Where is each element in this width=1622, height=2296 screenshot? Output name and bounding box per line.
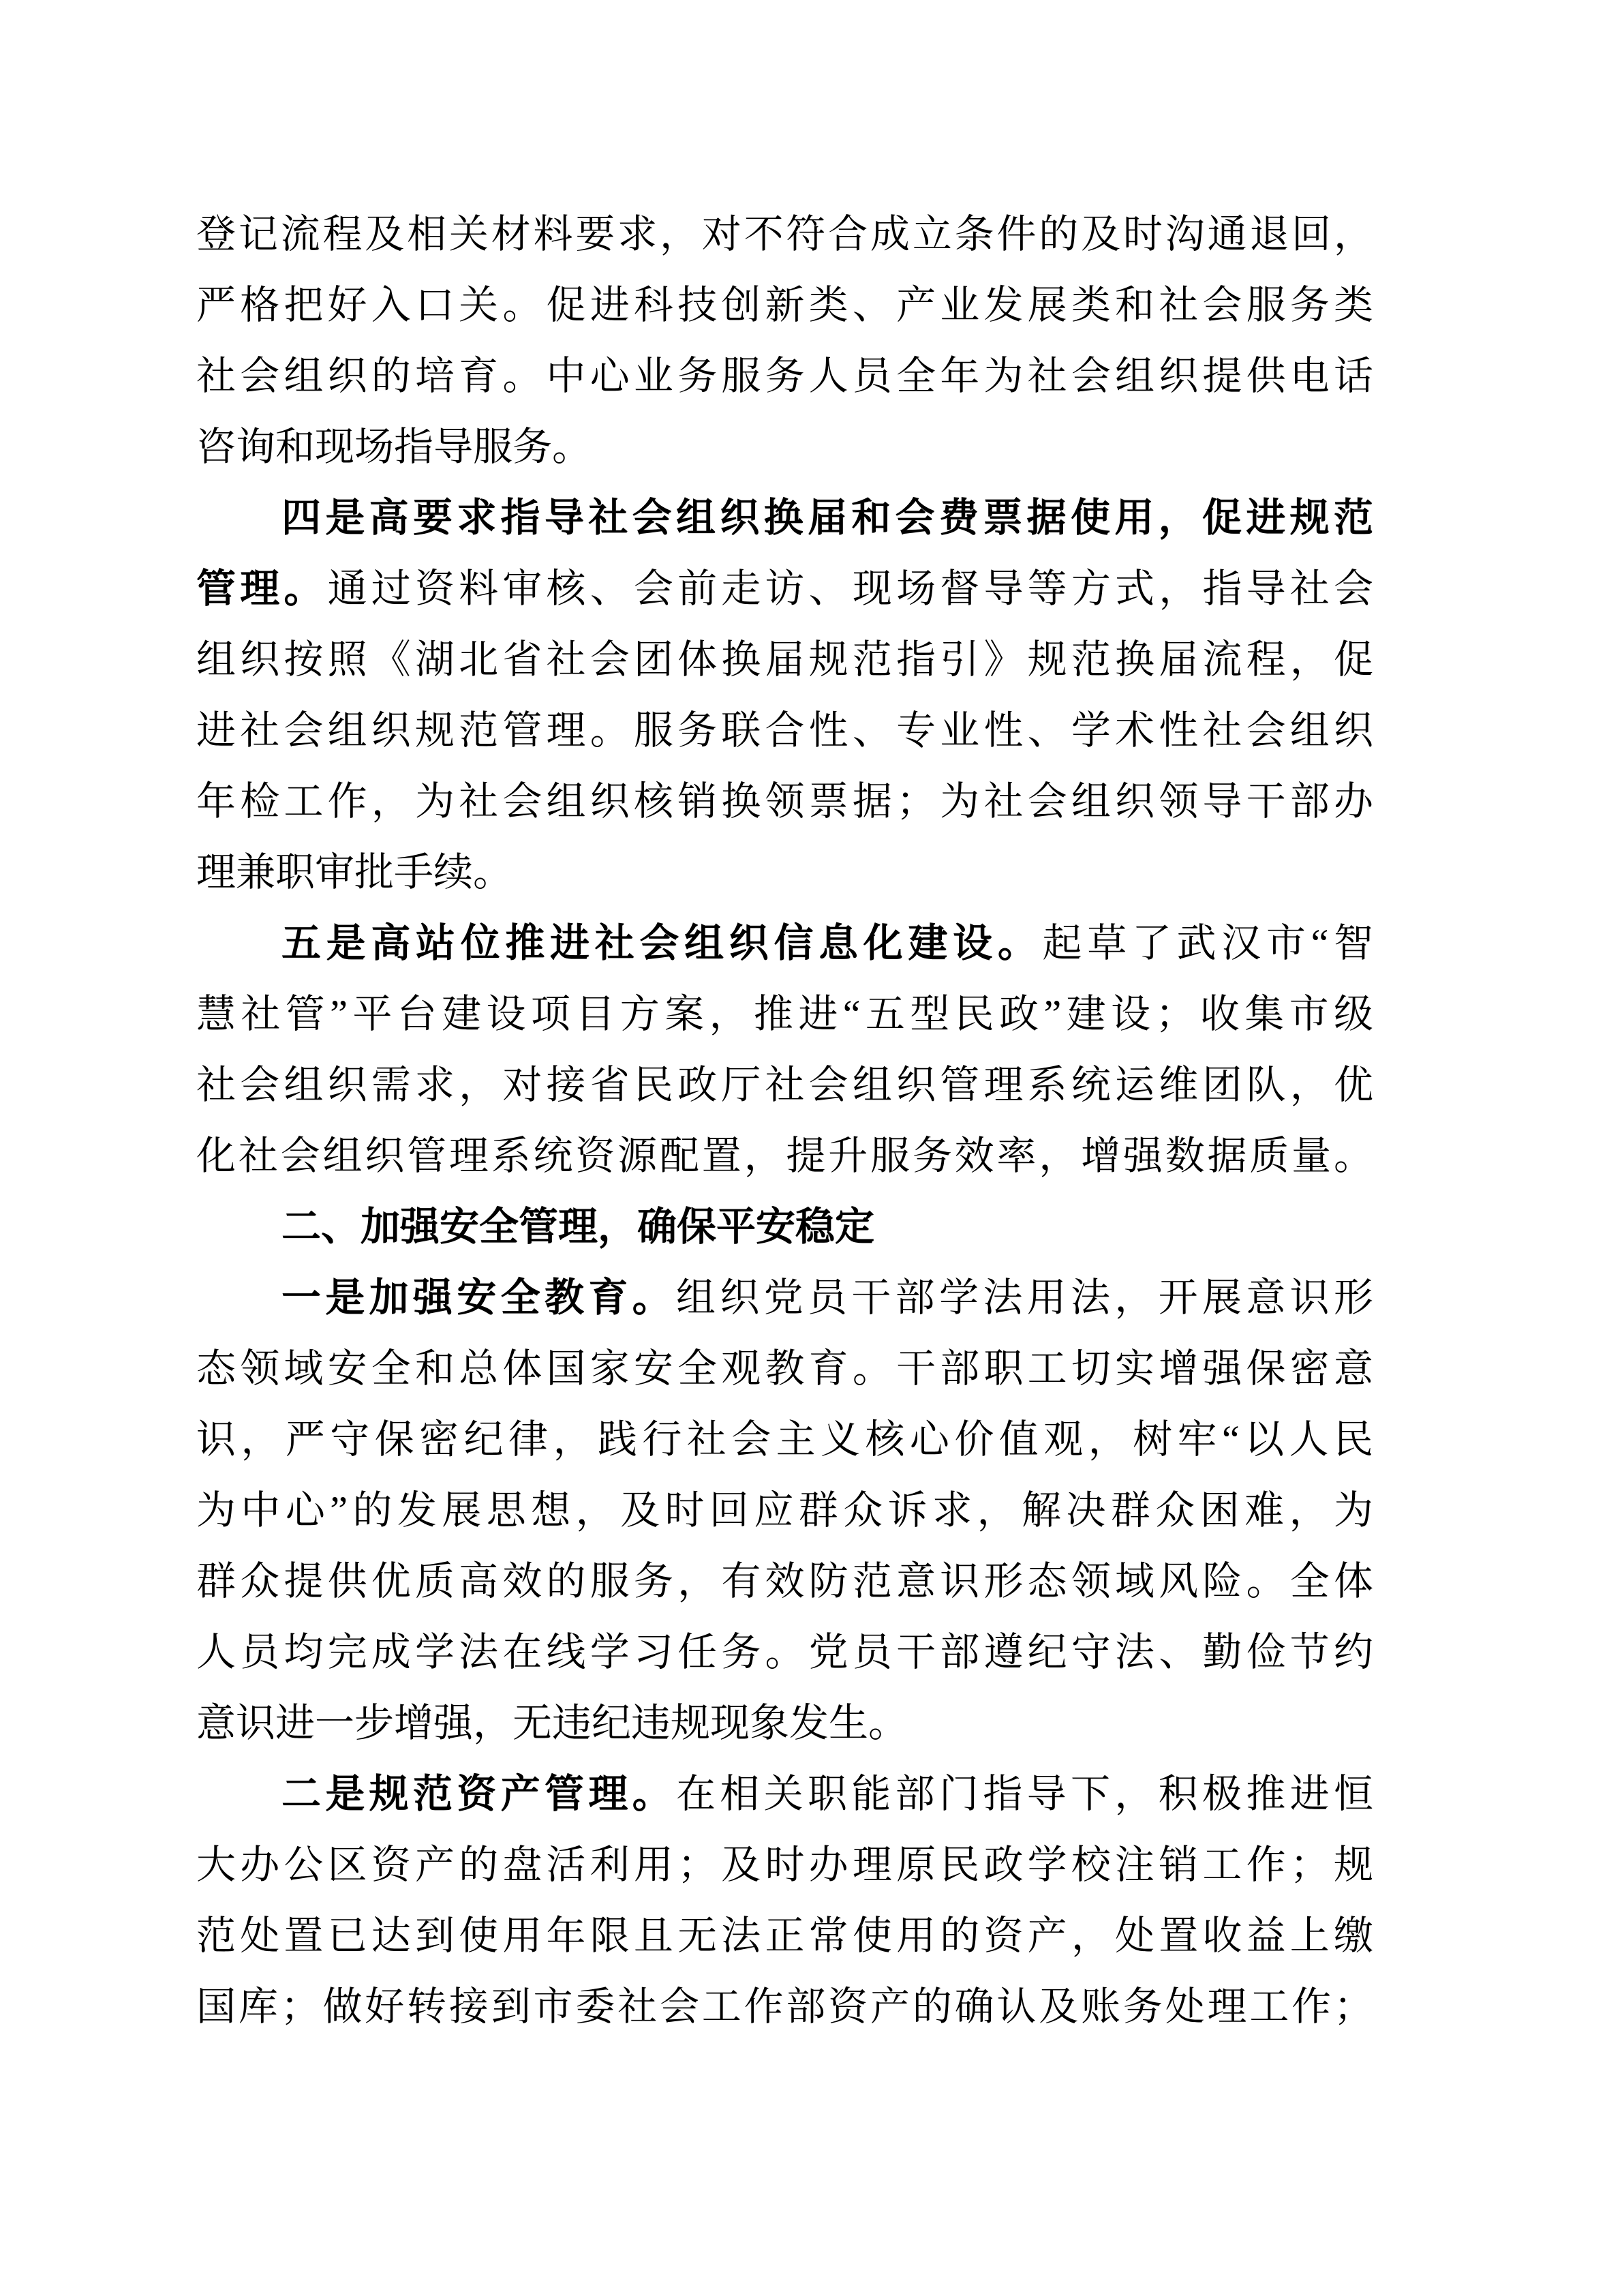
text-run: 进社会组织规范管理。服务联合性、专业性、学术性社会组织	[196, 708, 1373, 753]
text-line	[196, 1192, 1373, 1263]
text-line	[196, 1050, 1373, 1121]
bold-text-run: 四是高要求指导社会组织换届和会费票据使用，促进规范	[281, 496, 1373, 540]
text-run: 国库；做好转接到市委社会工作部资产的确认及账务处理工作；	[196, 1984, 1373, 2029]
text-line	[196, 837, 1373, 908]
text-run: 社会组织需求，对接省民政厅社会组织管理系统运维团队，优	[196, 1063, 1373, 1107]
text-run: 识，严守保密纪律，践行社会主义核心价值观，树牢“以人民	[196, 1417, 1373, 1462]
text-run: 态领域安全和总体国家安全观教育。干部职工切实增强保密意	[196, 1346, 1373, 1391]
text-run: 严格把好入口关。促进科技创新类、产业发展类和社会服务类	[196, 283, 1373, 327]
text-line	[196, 1688, 1373, 1759]
text-run: 咨询和现场指导服务。	[196, 425, 592, 469]
text-line	[196, 695, 1373, 766]
text-run: 慧社管”平台建设项目方案，推进“五型民政”建设；收集市级	[196, 992, 1373, 1036]
text-run: 登记流程及相关材料要求，对不符合成立条件的及时沟通退回，	[196, 212, 1373, 256]
text-line	[196, 1759, 1373, 1830]
text-run: 年检工作，为社会组织核销换领票据；为社会组织领导干部办	[196, 779, 1373, 824]
bold-text-run: 二是规范资产管理。	[281, 1772, 676, 1816]
text-run: 组织党员干部学法用法，开展意识形	[676, 1275, 1373, 1320]
text-run: 起草了武汉市“智	[1042, 921, 1373, 965]
text-block	[196, 199, 1373, 2042]
bold-text-run: 二、加强安全管理，确保平安稳定	[281, 1205, 875, 1249]
text-line	[196, 1121, 1373, 1192]
text-line	[196, 1546, 1373, 1617]
bold-text-run: 一是加强安全教育。	[281, 1275, 676, 1320]
text-line	[196, 412, 1373, 483]
text-line	[196, 554, 1373, 624]
text-line	[196, 199, 1373, 270]
text-run: 组织按照《湖北省社会团体换届规范指引》规范换届流程，促	[196, 637, 1373, 682]
text-line	[196, 1404, 1373, 1475]
text-run: 人员均完成学法在线学习任务。党员干部遵纪守法、勤俭节约	[196, 1630, 1373, 1674]
text-line	[196, 1830, 1373, 1901]
text-run: 范处置已达到使用年限且无法正常使用的资产，处置收益上缴	[196, 1914, 1373, 1958]
text-run: 为中心”的发展思想，及时回应群众诉求，解决群众困难，为	[196, 1488, 1373, 1532]
text-line	[196, 1617, 1373, 1688]
bold-text-run: 五是高站位推进社会组织信息化建设。	[281, 921, 1043, 965]
text-run: 化社会组织管理系统资源配置，提升服务效率，增强数据质量。	[196, 1134, 1373, 1178]
text-run: 大办公区资产的盘活利用；及时办理原民政学校注销工作；规	[196, 1843, 1373, 1887]
text-line	[196, 1333, 1373, 1404]
text-run: 群众提供优质高效的服务，有效防范意识形态领域风险。全体	[196, 1559, 1373, 1603]
text-run: 意识进一步增强，无违纪违规现象发生。	[196, 1701, 908, 1745]
text-run: 在相关职能部门指导下，积极推进恒	[676, 1772, 1373, 1816]
text-line	[196, 1475, 1373, 1546]
text-line	[196, 624, 1373, 695]
text-line	[196, 1263, 1373, 1333]
text-run: 通过资料审核、会前走访、现场督导等方式，指导社会	[327, 567, 1373, 611]
bold-text-run: 管理。	[196, 567, 328, 611]
text-run: 理兼职审批手续。	[196, 850, 513, 894]
text-line	[196, 483, 1373, 554]
text-line	[196, 1901, 1373, 1972]
text-line	[196, 766, 1373, 837]
text-line	[196, 1972, 1373, 2042]
text-line	[196, 270, 1373, 341]
text-line	[196, 979, 1373, 1050]
text-run: 社会组织的培育。中心业务服务人员全年为社会组织提供电话	[196, 354, 1373, 398]
text-line	[196, 341, 1373, 412]
text-line	[196, 908, 1373, 979]
